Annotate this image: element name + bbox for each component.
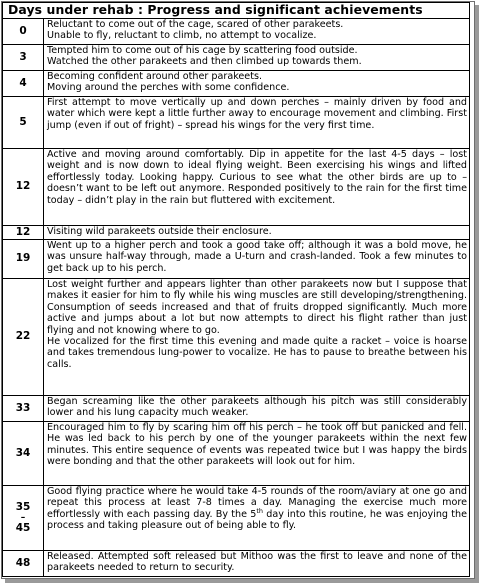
day-cell: 22 (3, 279, 44, 396)
table-row (3, 97, 470, 149)
day-cell: 12 (3, 226, 44, 240)
description-cell: First attempt to move vertically up and down perches – mainly driven by food and water which were kept a little further away to encourage movement and climbing. First jump (even if out of fright) – spread his wings for the very first time. (44, 97, 470, 149)
ordinal-suffix: th (256, 506, 263, 515)
day-cell: 48 (3, 551, 44, 577)
table-row (3, 279, 470, 396)
description-line: Unable to fly, reluctant to climb, no attempt to vocalize. (47, 30, 317, 42)
description-cell: Released. Attempted soft released but Mithoo was the first to leave and none of the parakeets needed to return to security. (44, 551, 470, 577)
table-row (3, 486, 470, 551)
description-text: day into this routine, he was enjoying the process and taking pleasure out of being able to fly. (47, 508, 467, 532)
description-line: Tempted him to come out of his cage by scattering food outside. (47, 45, 358, 56)
table-row (3, 226, 470, 240)
description-line: Becoming confident around other parakeets. (47, 71, 263, 82)
description-paragraph: Lost weight further and appears lighter than other parakeets now but I suppose that makes it easier for him to fly while his wing muscles are still developing/strengthening. Consumption of seeds increased and that of fruits dropped significantly. Much more active and jumps about a lot but now attempts to direct his flight rather than just flying and not knowing where to go. (47, 279, 467, 336)
description-cell (44, 45, 470, 71)
day-cell: 12 (3, 149, 44, 226)
table-row (3, 19, 470, 45)
description-line: Moving around the perches with some confidence. (47, 82, 290, 94)
table-row (3, 71, 470, 97)
description-line: Reluctant to come out of the cage, scared of other parakeets. (47, 19, 344, 30)
table-row (3, 149, 470, 226)
day-range-end: 45 (15, 521, 31, 534)
day-range-separator: – (20, 512, 26, 523)
description-cell (44, 71, 470, 97)
table-row (3, 45, 470, 71)
table-row (3, 240, 470, 279)
description-paragraph: He vocalized for the first time this evening and made quite a racket – voice is hoarse and takes tremendous lung-power to vocalize. He has to pause to breathe between his calls. (47, 336, 467, 370)
rehab-progress-table (2, 2, 470, 577)
description-cell: Encouraged him to fly by scaring him off his perch – he took off but panicked and fell. He was led back to his perch by one of the younger parakeets within the next few minutes. This entire sequence of events was repeated twice but I was happy the birds were bonding and that the other parakeets will look out for him. (44, 422, 470, 486)
description-line: Watched the other parakeets and then climbed up towards them. (47, 56, 362, 68)
table-row (3, 422, 470, 486)
day-cell: 0 (3, 19, 44, 45)
description-cell: Went up to a higher perch and took a good take off; although it was a bold move, he was unsure half-way through, made a U-turn and crash-landed. Took a few minutes to get back up to his perch. (44, 240, 470, 279)
description-cell (44, 19, 470, 45)
day-range-start: 35 (15, 501, 31, 514)
day-cell: 33 (3, 396, 44, 422)
description-cell (44, 486, 470, 551)
table-row (3, 551, 470, 577)
table-row (3, 396, 470, 422)
day-cell: 4 (3, 71, 44, 97)
description-cell: Active and moving around comfortably. Dip in appetite for the last 4-5 days – lost weight and is now down to ideal flying weight. Been exercising his wings and lifted effortlessly today. Looking happy. Curious to see what the other birds are up to – doesn’t want to be left out anymore. Responded positively to the rain for the first time today – didn’t play in the rain but fluttered with excitement. (44, 149, 470, 226)
day-cell: 34 (3, 422, 44, 486)
description-cell (44, 279, 470, 396)
table-title: Days under rehab : Progress and significant achievements (3, 3, 470, 19)
day-cell: 3 (3, 45, 44, 71)
description-text: Good flying practice where he would take 4-5 rounds of the room/aviary at one go and repeat this process at least 7-8 times a day. Managing the exercise much more effortlessly with each passing day. By the 5 (47, 486, 467, 520)
day-cell (3, 486, 44, 551)
day-cell: 5 (3, 97, 44, 149)
description-cell: Began screaming like the other parakeets although his pitch was still considerably lower and his lung capacity much weaker. (44, 396, 470, 422)
day-cell: 19 (3, 240, 44, 279)
description-cell: Visiting wild parakeets outside their enclosure. (44, 226, 470, 240)
